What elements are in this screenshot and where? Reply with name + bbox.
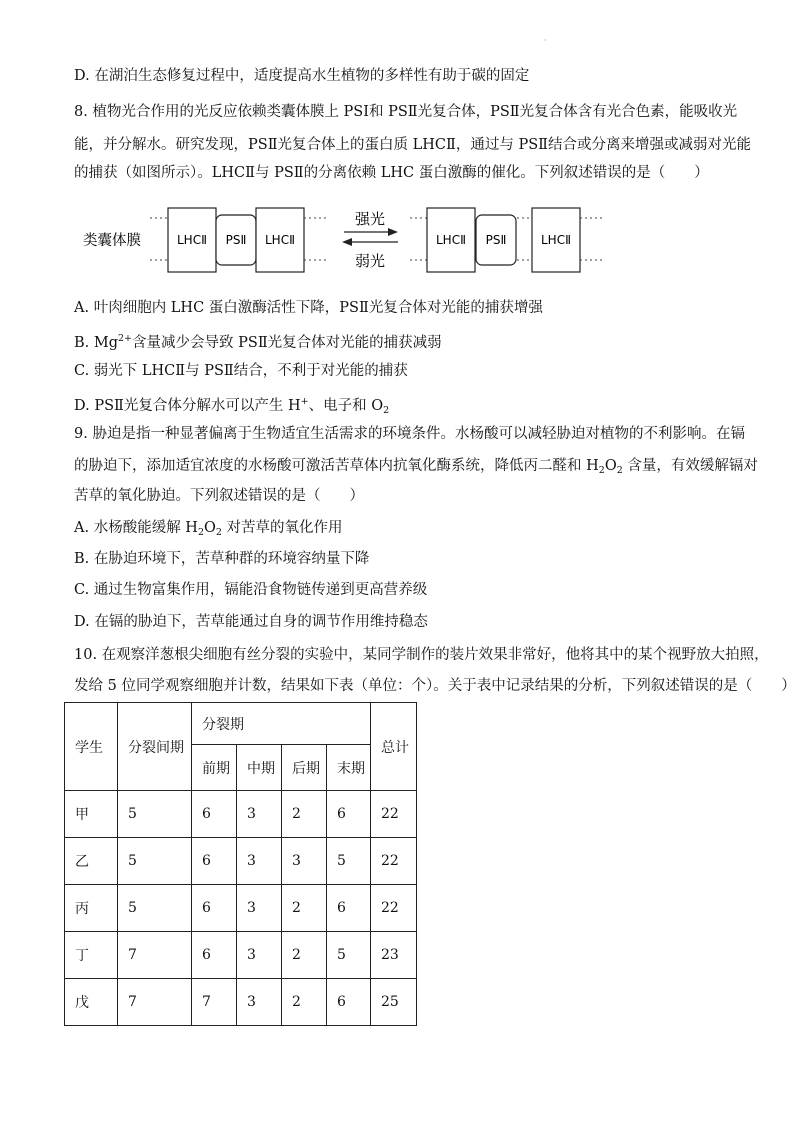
- total-count: 25: [371, 979, 417, 1026]
- lhc-label-right-1: LHCⅡ: [436, 233, 466, 247]
- anaphase-count: 2: [282, 885, 327, 932]
- q8-option-d: D. PSⅡ光复合体分解水可以产生 H+、电子和 $O_2$: [74, 396, 390, 416]
- metaphase-count: 3: [237, 791, 282, 838]
- q9-option-a: A. 水杨酸能缓解 $H_2O_2$ 对苦草的氧化作用: [74, 520, 343, 538]
- prophase-count: 6: [192, 838, 237, 885]
- q9-stem-line-2: 的胁迫下，添加适宜浓度的水杨酸可激活苦草体内抗氧化酶系统，降低丙二醛和 $H_2O_2$ 含量，有效缓解镉对: [74, 458, 758, 476]
- table-row: [65, 979, 417, 1026]
- metaphase-count: 3: [237, 979, 282, 1026]
- q9-option-b: B. 在胁迫环境下，苦草种群的环境容纳量下降: [74, 551, 370, 567]
- strong-light-label: 强光: [354, 210, 386, 228]
- q7-option-d: D. 在湖泊生态修复过程中，适度提高水生植物的多样性有助于碳的固定: [74, 68, 530, 84]
- q9-option-c: C. 通过生物富集作用，镉能沿食物链传递到更高营养级: [74, 582, 428, 598]
- q8-stem-line-2: 能，并分解水。研究发现，PSⅡ光复合体上的蛋白质 LHCⅡ，通过与 PSⅡ结合或分离来增强或减弱对光能: [74, 137, 752, 153]
- total-count: 22: [371, 791, 417, 838]
- anaphase-count: 3: [282, 838, 327, 885]
- q10-stem-line-2: 发给 5 位同学观察细胞并计数，结果如下表（单位：个）。关于表中记录结果的分析，下列叙述错误的是（ ）: [74, 678, 796, 694]
- anaphase-count: 2: [282, 791, 327, 838]
- q8-option-b: B. $Mg^{2+}$含量减少会导致 PSⅡ光复合体对光能的捕获减弱: [74, 333, 442, 351]
- total-count: 23: [371, 932, 417, 979]
- table-row: [65, 885, 417, 932]
- arrow-left-icon: [342, 238, 352, 246]
- lhc-label-right-2: LHCⅡ: [541, 233, 571, 247]
- total-count: 22: [371, 885, 417, 932]
- corner-mark: ·: [544, 36, 547, 45]
- anaphase-count: 2: [282, 979, 327, 1026]
- metaphase-count: 3: [237, 885, 282, 932]
- table-row: [65, 932, 417, 979]
- arrow-right-icon: [388, 228, 398, 236]
- prophase-count: 7: [192, 979, 237, 1026]
- total-count: 22: [371, 838, 417, 885]
- q9-option-d: D. 在镉的胁迫下，苦草能通过自身的调节作用维持稳态: [74, 614, 428, 630]
- student-name: 甲: [65, 791, 118, 838]
- student-name: 丙: [65, 885, 118, 932]
- membrane-label: 类囊体膜: [83, 233, 141, 249]
- metaphase-count: 3: [237, 838, 282, 885]
- header-prophase: 前期: [192, 745, 237, 791]
- metaphase-count: 3: [237, 932, 282, 979]
- weak-light-label: 弱光: [354, 252, 386, 270]
- prophase-count: 6: [192, 885, 237, 932]
- interphase-count: 7: [118, 932, 192, 979]
- lhc-label-left-2: LHCⅡ: [265, 233, 295, 247]
- lhc-ps-diagram: [80, 198, 610, 280]
- ps-label-right: PSⅡ: [485, 233, 507, 247]
- header-mitosis: 分裂期: [192, 703, 371, 745]
- header-interphase: 分裂间期: [118, 703, 192, 791]
- interphase-count: 5: [118, 885, 192, 932]
- prophase-count: 6: [192, 932, 237, 979]
- q9-stem-line-3: 苦草的氧化胁迫。下列叙述错误的是（ ）: [74, 488, 364, 504]
- interphase-count: 5: [118, 791, 192, 838]
- student-name: 戊: [65, 979, 118, 1026]
- q10-stem-line-1: 10. 在观察洋葱根尖细胞有丝分裂的实验中，某同学制作的装片效果非常好，他将其中的某个视野放大拍照，: [74, 647, 769, 663]
- q8-stem-line-3: 的捕获（如图所示）。LHCⅡ与 PSⅡ的分离依赖 LHC 蛋白激酶的催化。下列叙述错误的是（ ）: [74, 165, 709, 181]
- header-total: 总计: [371, 703, 417, 791]
- telophase-count: 5: [327, 838, 371, 885]
- q8-stem-line-1: 8. 植物光合作用的光反应依赖类囊体膜上 PSⅠ和 PSⅡ光复合体，PSⅡ光复合体含有光合色素，能吸收光: [74, 104, 738, 120]
- student-name: 丁: [65, 932, 118, 979]
- header-anaphase: 后期: [282, 745, 327, 791]
- telophase-count: 5: [327, 932, 371, 979]
- q8-option-a: A. 叶肉细胞内 LHC 蛋白激酶活性下降，PSⅡ光复合体对光能的捕获增强: [74, 300, 543, 316]
- cell-count-table: [64, 702, 417, 1026]
- student-name: 乙: [65, 838, 118, 885]
- header-telophase: 末期: [327, 745, 371, 791]
- header-metaphase: 中期: [237, 745, 282, 791]
- table-row: [65, 838, 417, 885]
- interphase-count: 7: [118, 979, 192, 1026]
- telophase-count: 6: [327, 979, 371, 1026]
- anaphase-count: 2: [282, 932, 327, 979]
- ps-label-left: PSⅡ: [225, 233, 247, 247]
- prophase-count: 6: [192, 791, 237, 838]
- table-row: [65, 791, 417, 838]
- telophase-count: 6: [327, 885, 371, 932]
- q9-stem-line-1: 9. 胁迫是指一种显著偏离于生物适宜生活需求的环境条件。水杨酸可以减轻胁迫对植物的不利影响。在镉: [74, 426, 745, 442]
- lhc-label-left-1: LHCⅡ: [177, 233, 207, 247]
- header-student: 学生: [65, 703, 118, 791]
- interphase-count: 5: [118, 838, 192, 885]
- telophase-count: 6: [327, 791, 371, 838]
- q8-option-c: C. 弱光下 LHCⅡ与 PSⅡ结合，不利于对光能的捕获: [74, 363, 408, 379]
